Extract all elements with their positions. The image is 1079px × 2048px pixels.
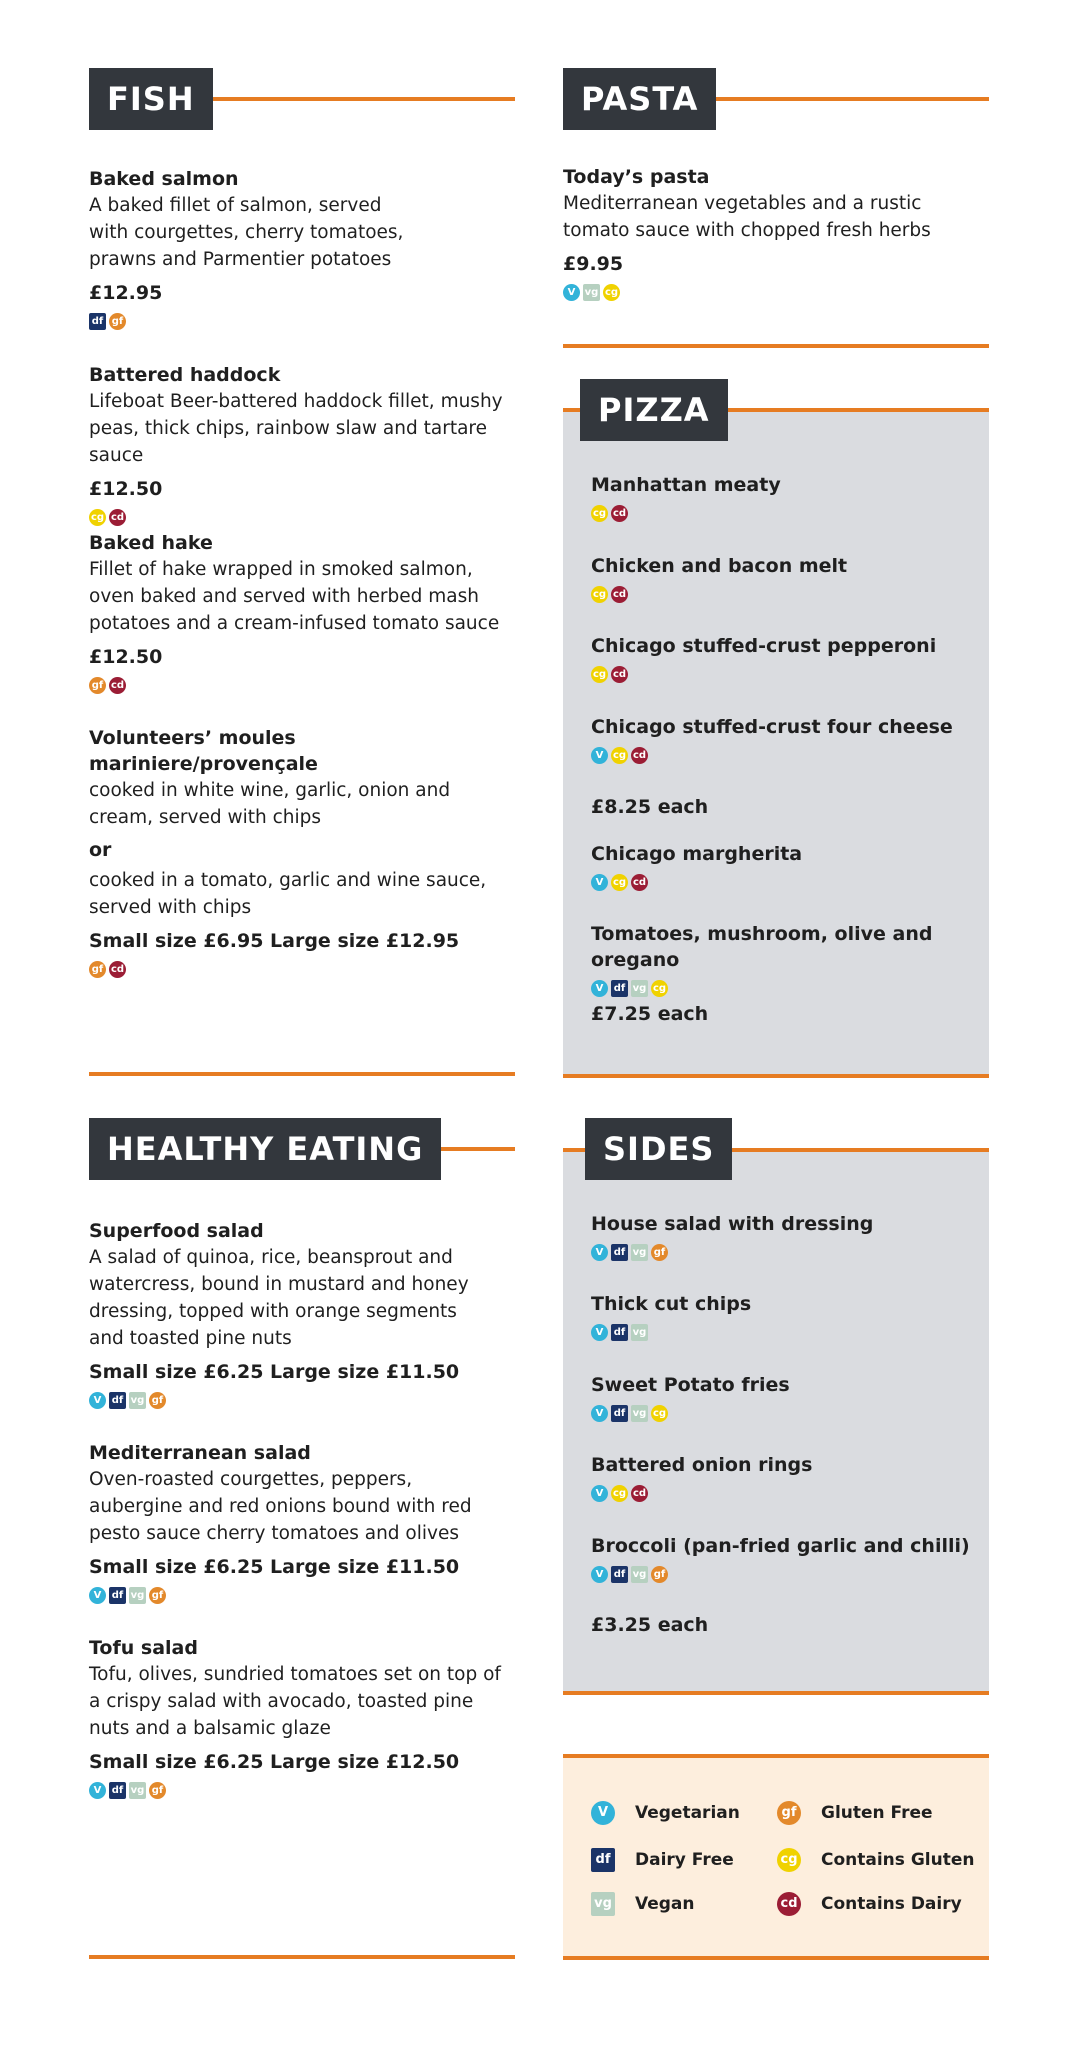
item-name: Superfood salad [89,1220,264,1242]
item-name: Battered onion rings [591,1454,813,1476]
fish-section [89,68,515,130]
contains-dairy-icon: cd [777,1892,801,1916]
vegan-icon: vg [129,1587,146,1604]
pizza-manhattan-meaty [591,472,981,522]
contains-gluten-icon: cg [611,874,628,891]
diet-icons [89,313,515,330]
item-price: Small size £6.25 Large size £12.50 [89,1751,460,1773]
dairy-free-icon: df [611,1324,628,1341]
vegan-icon: vg [129,1782,146,1799]
healthy-header [89,1118,515,1180]
pasta-header [563,68,989,130]
menu-item-todays-pasta [563,164,989,301]
vegetarian-icon: V [591,1801,615,1825]
diet-icons [591,1566,986,1583]
pizza-price-2 [591,1001,981,1027]
item-desc: A baked fillet of salmon, served with courgettes, cherry tomatoes, prawns and Parmentier potatoes [89,195,404,270]
item-name: Baked salmon [89,168,239,190]
vegetarian-icon: V [563,284,580,301]
item-name: Baked hake [89,532,213,554]
item-name: Tomatoes, mushroom, olive and oregano [591,923,933,971]
side-house-salad [591,1211,981,1261]
contains-dairy-icon: cd [611,586,628,603]
contains-gluten-icon: cg [591,586,608,603]
contains-gluten-icon: cg [611,1485,628,1502]
item-name: Manhattan meaty [591,474,781,496]
item-name: Chicken and bacon melt [591,555,848,577]
vegan-icon: vg [631,1405,648,1422]
pasta-title: PASTA [563,68,716,130]
dairy-free-icon: df [611,1566,628,1583]
menu-item-baked-hake [89,530,515,694]
contains-gluten-icon: cg [603,284,620,301]
item-price: £9.95 [563,253,624,275]
vegetarian-icon: V [89,1782,106,1799]
legend-label: Vegetarian [635,1803,740,1823]
diet-icons [591,505,981,522]
vegetarian-icon: V [591,747,608,764]
contains-gluten-icon: cg [651,1405,668,1422]
diet-icons [591,1405,981,1422]
item-name: House salad with dressing [591,1213,874,1235]
item-desc-alt: cooked in a tomato, garlic and wine sauce, served with chips [89,870,487,918]
diet-icons [591,980,986,997]
gluten-free-icon: gf [89,677,106,694]
diet-icons [89,1587,515,1604]
diet-icons [89,509,515,526]
gluten-free-icon: gf [651,1244,668,1261]
fish-bottom-rule [89,1072,515,1076]
side-broccoli [591,1533,986,1583]
diet-icons [591,666,981,683]
vegetarian-icon: V [591,980,608,997]
item-name: Sweet Potato fries [591,1374,790,1396]
healthy-bottom-rule [89,1955,515,1959]
healthy-section [89,1118,515,1180]
item-price: £12.50 [89,646,163,668]
menu-item-battered-haddock [89,362,515,526]
pasta-section [563,68,989,130]
contains-dairy-icon: cd [109,509,126,526]
item-desc: Oven-roasted courgettes, peppers, aubergine and red onions bound with red pesto sauce cherry tomatoes and olives [89,1469,472,1544]
gluten-free-icon: gf [89,961,106,978]
item-name: Chicago stuffed-crust pepperoni [591,635,937,657]
diet-icons [591,747,981,764]
side-thick-chips [591,1291,981,1341]
contains-dairy-icon: cd [631,874,648,891]
diet-icons [89,961,515,978]
pizza-chicken-bacon [591,553,981,603]
vegan-icon: vg [591,1892,615,1916]
vegetarian-icon: V [591,874,608,891]
contains-dairy-icon: cd [611,505,628,522]
side-onion-rings [591,1452,981,1502]
pizza-title: PIZZA [580,379,728,441]
item-name: Chicago stuffed-crust four cheese [591,716,953,738]
gluten-free-icon: gf [777,1801,801,1825]
vegetarian-icon: V [89,1392,106,1409]
legend-label: Contains Gluten [821,1850,975,1870]
item-price: £12.50 [89,478,163,500]
sides-price [591,1612,981,1638]
dairy-free-icon: df [89,313,106,330]
contains-gluten-icon: cg [611,747,628,764]
legend-gluten-free [777,1801,933,1825]
menu-item-moules [89,725,515,978]
item-price: £12.95 [89,282,163,304]
contains-gluten-icon: cg [777,1848,801,1872]
item-desc: Lifeboat Beer-battered haddock fillet, mushy peas, thick chips, rainbow slaw and tartare sauce [89,391,503,466]
item-desc: Tofu, olives, sundried tomatoes set on top of a crispy salad with avocado, toasted pine nuts and a balsamic glaze [89,1664,501,1739]
vegetarian-icon: V [591,1485,608,1502]
diet-icons [563,284,989,301]
fish-header [89,68,515,130]
diet-icons [591,1324,981,1341]
vegetarian-icon: V [591,1324,608,1341]
vegetarian-icon: V [591,1566,608,1583]
dairy-free-icon: df [109,1392,126,1409]
dairy-free-icon: df [611,1405,628,1422]
item-name: Battered haddock [89,364,281,386]
diet-icons [591,874,981,891]
dairy-free-icon: df [611,980,628,997]
pizza-four-cheese [591,714,981,764]
contains-dairy-icon: cd [611,666,628,683]
contains-dairy-icon: cd [631,1485,648,1502]
dairy-free-icon: df [611,1244,628,1261]
item-name: Today’s pasta [563,166,710,188]
legend-label: Vegan [635,1894,695,1914]
gluten-free-icon: gf [149,1782,166,1799]
vegan-icon: vg [129,1392,146,1409]
item-price: £7.25 each [591,1003,709,1025]
gluten-free-icon: gf [109,313,126,330]
item-desc: cooked in white wine, garlic, onion and cream, served with chips [89,780,451,828]
item-desc: A salad of quinoa, rice, beansprout and watercress, bound in mustard and honey dressing, topped with orange segments and toasted pine nuts [89,1247,469,1349]
gluten-free-icon: gf [651,1566,668,1583]
legend-label: Dairy Free [635,1850,734,1870]
legend-contains-dairy [777,1892,962,1916]
sides-title: SIDES [585,1118,732,1180]
menu-item-tofu-salad [89,1635,515,1799]
vegetarian-icon: V [89,1587,106,1604]
item-name: Volunteers’ moules mariniere/provençale [89,727,318,775]
contains-gluten-icon: cg [89,509,106,526]
healthy-title: HEALTHY EATING [89,1118,441,1180]
side-sweet-potato-fries [591,1372,981,1422]
contains-dairy-icon: cd [109,961,126,978]
diet-icons [591,586,981,603]
vegetarian-icon: V [591,1244,608,1261]
vegan-icon: vg [631,1324,648,1341]
menu-item-mediterranean-salad [89,1440,515,1604]
pizza-tomato-mushroom [591,921,986,997]
vegan-icon: vg [631,1566,648,1583]
item-desc: Mediterranean vegetables and a rustic tomato sauce with chopped fresh herbs [563,193,931,241]
legend-dairy-free [591,1848,734,1872]
dairy-free-icon: df [591,1848,615,1872]
contains-gluten-icon: cg [591,505,608,522]
pizza-margherita [591,841,981,891]
vegetarian-icon: V [591,1405,608,1422]
item-price: £8.25 each [591,796,709,818]
menu-item-superfood-salad [89,1218,515,1409]
legend-contains-gluten [777,1848,974,1872]
dietary-legend [563,1754,989,1960]
gluten-free-icon: gf [149,1392,166,1409]
item-price: Small size £6.95 Large size £12.95 [89,930,460,952]
gluten-free-icon: gf [149,1587,166,1604]
diet-icons [591,1485,981,1502]
diet-icons [89,1782,515,1799]
contains-gluten-icon: cg [651,980,668,997]
contains-dairy-icon: cd [631,747,648,764]
vegan-icon: vg [583,284,600,301]
legend-vegan [591,1892,695,1916]
item-name: Tofu salad [89,1637,198,1659]
menu-item-baked-salmon [89,166,515,330]
item-name: Mediterranean salad [89,1442,311,1464]
pizza-pepperoni [591,633,981,683]
item-price: Small size £6.25 Large size £11.50 [89,1556,460,1578]
legend-vegetarian [591,1801,740,1825]
item-desc: Fillet of hake wrapped in smoked salmon, oven baked and served with herbed mash potatoes and a cream-infused tomato sauce [89,559,500,634]
diet-icons [89,677,515,694]
item-price: £3.25 each [591,1614,709,1636]
diet-icons [89,1392,515,1409]
contains-dairy-icon: cd [109,677,126,694]
item-name: Chicago margherita [591,843,803,865]
vegan-icon: vg [631,1244,648,1261]
diet-icons [591,1244,981,1261]
item-name: Broccoli (pan-fried garlic and chilli) [591,1535,970,1557]
dairy-free-icon: df [109,1587,126,1604]
item-or: or [89,839,112,861]
contains-gluten-icon: cg [591,666,608,683]
pizza-price-1 [591,794,981,820]
legend-label: Gluten Free [821,1803,933,1823]
legend-label: Contains Dairy [821,1894,962,1914]
vegan-icon: vg [631,980,648,997]
fish-title: FISH [89,68,213,130]
pasta-bottom-rule [563,344,989,348]
dairy-free-icon: df [109,1782,126,1799]
item-name: Thick cut chips [591,1293,752,1315]
item-price: Small size £6.25 Large size £11.50 [89,1361,460,1383]
